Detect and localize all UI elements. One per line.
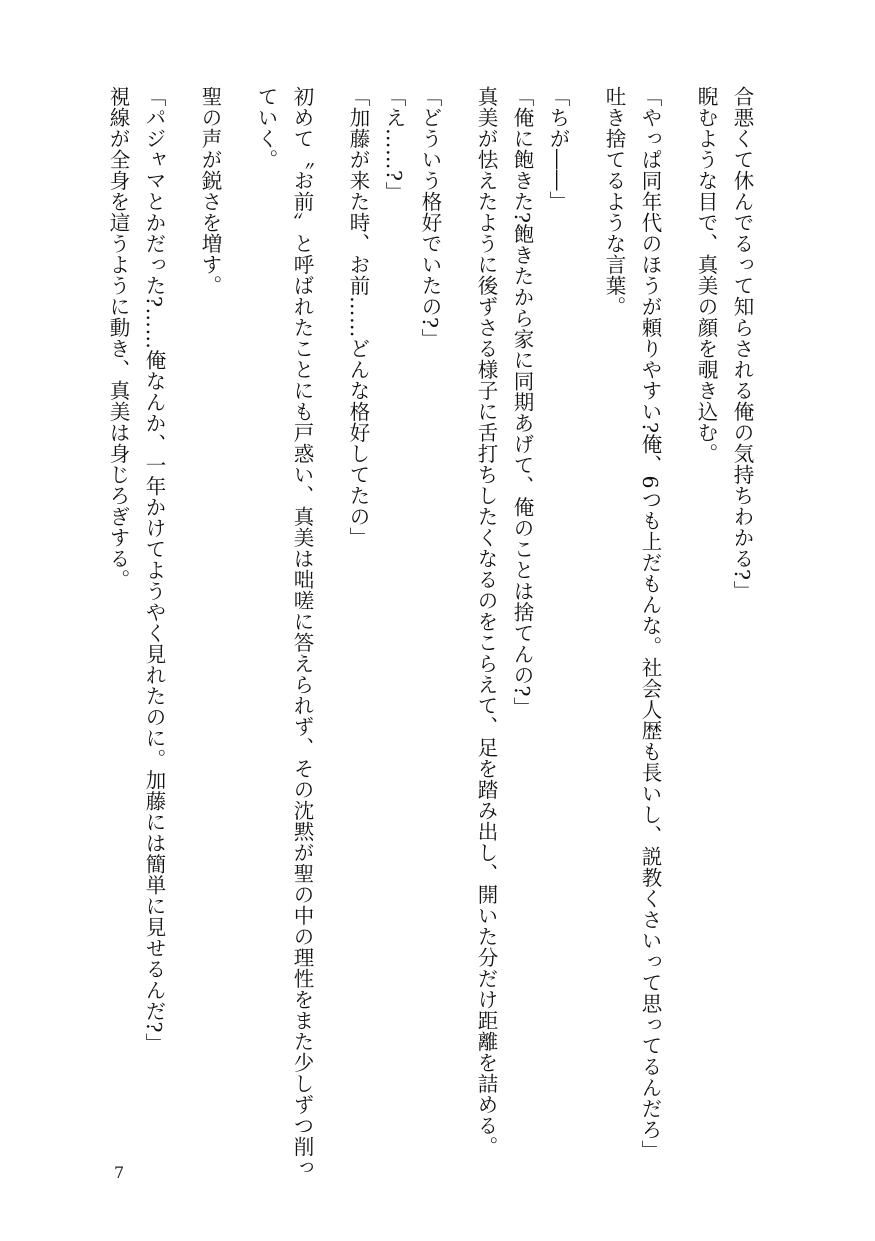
- text-line: 視線が全身を這うように動き、真美は身じろぎする。: [106, 86, 130, 590]
- text-line: 「俺に飽きた?飽きたから家に同期あげて、俺のことは捨てんの?」: [510, 86, 534, 718]
- text-line: 真美が怯えたように後ずさる様子に舌打ちしたくなるのをこらえて、足を踏み出し、開いた分だけ距離を詰める。: [474, 86, 498, 1157]
- text-line: 「どういう格好でいたの?」: [418, 86, 442, 350]
- text-line: 「ちが――」: [546, 86, 570, 212]
- text-line: 睨むような目で、真美の顔を覗き込む。: [694, 86, 718, 464]
- text-line: 聖の声が鋭さを増す。: [198, 86, 222, 296]
- text-line: 合悪くて休んでるって知らされる俺の気持ちわかる?」: [730, 86, 754, 602]
- vertical-text-body: [100, 86, 760, 1178]
- text-line: 「加藤が来た時、お前……どんな格好してたの」: [346, 86, 370, 548]
- text-line: 「パジャマとかだった?……俺なんか、一年かけてようやく見れたのに。加藤には簡単に見せるんだ?」: [142, 86, 166, 1054]
- text-line: ていく。: [254, 86, 278, 170]
- text-line: 「え……?」: [382, 86, 406, 203]
- text-line: 初めて〝お前〟と呼ばれたことにも戸惑い、真美は咄嗟に答えられず、その沈黙が聖の中の理性をまた少しずつ削っ: [290, 86, 314, 1178]
- text-line: 「やっぱ同年代のほうが頼りやすい?俺、6つも上だもんな。社会人歴も長いし、説教くさいって思ってるんだろ」: [638, 86, 662, 1162]
- page-number: 7: [114, 1163, 125, 1182]
- text-line: 吐き捨てるような言葉。: [602, 86, 626, 317]
